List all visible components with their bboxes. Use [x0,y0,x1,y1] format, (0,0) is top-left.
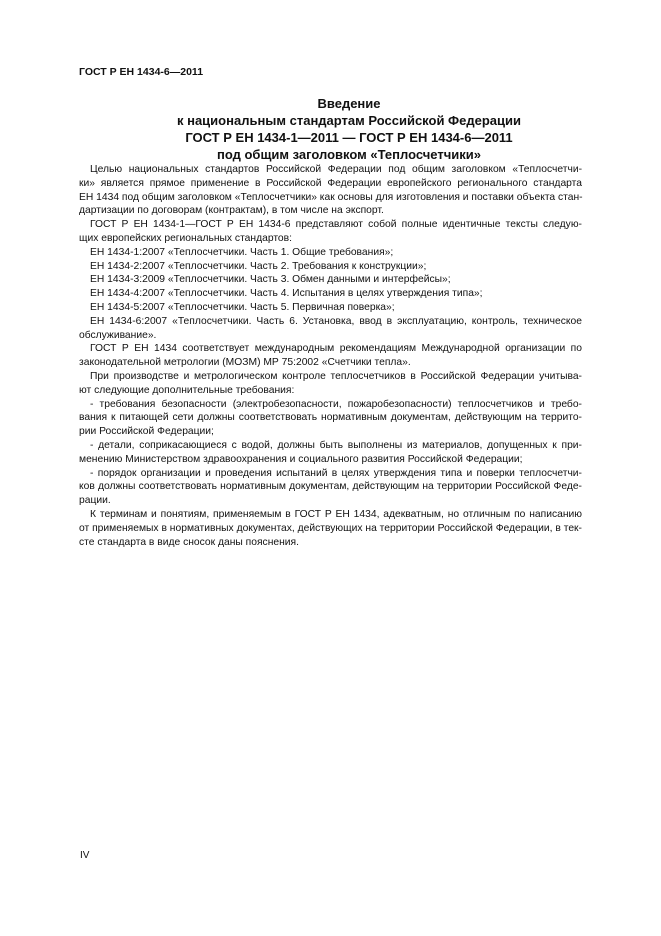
page-number: IV [80,850,90,861]
paragraph [79,508,582,549]
paragraph [79,398,582,439]
paragraph [79,370,582,398]
text-line: - требования безопасности (электробезопасности, пожаробезопасности) теплосчетчиков и требо- [90,398,582,410]
paragraph [79,273,582,287]
title-line: к национальным стандартам Российской Федерации [176,113,522,128]
text-line: ЕН 1434-3:2009 «Теплосчетчики. Часть 3. Обмен данными и интерфейсы»; [90,274,451,286]
paragraph [79,218,582,246]
paragraph [79,260,582,274]
text-line: Целью национальных стандартов Российской Федерации под общим заголовком «Теплосчетчи- [90,164,582,175]
text-line: ЕН 1434-6:2007 «Теплосчетчики. Часть 6. Установка, ввод в эксплуатацию, контроль, техническое [90,315,582,327]
text-line: ЕН 1434-1:2007 «Теплосчетчики. Часть 1. Общие требования»; [90,246,394,258]
title-line: под общим заголовком «Теплосчетчики» [217,147,481,162]
text-line: ЕН 1434-2:2007 «Теплосчетчики. Часть 2. Требования к конструкции»; [90,260,427,272]
body-text [79,163,582,549]
paragraph [79,287,582,301]
paragraph [79,301,582,315]
text-line: вания к питающей сети должны соответствовать нормативным документам, действующим на террито- [79,412,582,424]
paragraph [79,315,582,343]
text-line: ЕН 1434-5:2007 «Теплосчетчики. Часть 5. Первичная поверка»; [90,301,395,313]
paragraph [79,342,582,370]
text-line: ЕН 1434 под общим заголовком «Теплосчетчики» как основы для изготовления и поставки объекта стан- [79,191,583,203]
text-line: При производстве и метрологическом контроле теплосчетчиков в Российской Федерации учитыва- [90,370,582,382]
text-line: ков должны соответствовать нормативным документам, действующим на территории Российской Феде- [79,481,582,493]
text-line: законодательной метрологии (МОЗМ) МР 75:2002 «Счетчики тепла». [79,357,411,369]
text-line: обслуживание». [79,329,157,341]
text-line: - порядок организации и проведения испытаний в целях утверждения типа и поверки теплосчетчи- [90,467,582,479]
text-line: ЕН 1434-4:2007 «Теплосчетчики. Часть 4. Испытания в целях утверждения типа»; [90,288,483,300]
text-line: рии Российской Федерации; [79,426,214,438]
introduction-title [78,95,620,163]
title-line: ГОСТ Р ЕН 1434-1—2011 — ГОСТ Р ЕН 1434-6—2011 [185,130,513,145]
text-line: сте стандарта в виде сносок даны пояснения. [79,536,299,548]
text-line: щих европейских региональных стандартов: [79,232,292,244]
text-line: дартизации по договорам (контрактам), в том числе на экспорт. [79,205,384,217]
text-line: менению Министерством здравоохранения и социального развития Российской Федерации; [79,453,523,465]
paragraph [79,439,582,467]
text-line: от применяемых в нормативных документах, действующих на территории Российской Федерации, в тек- [79,522,582,534]
text-line: - детали, соприкасающиеся с водой, должны быть выполнены из материалов, допущенных к при- [90,439,582,451]
paragraph [79,467,582,508]
paragraph [79,246,582,260]
text-line: К терминам и понятиям, применяемым в ГОСТ Р ЕН 1434, адекватным, но отличным по написанию [90,508,582,520]
title-line: Введение [317,96,381,111]
paragraph [79,163,582,218]
text-line: ГОСТ Р ЕН 1434-1—ГОСТ Р ЕН 1434-6 представляют собой полные идентичные тексты следую- [90,219,582,231]
text-line: ки» является прямое применение в Российской Федерации европейского регионального стандарта [79,177,582,189]
text-line: ГОСТ Р ЕН 1434 соответствует международным рекомендациям Международной организации по [90,343,582,355]
text-line: ют следующие дополнительные требования: [79,384,295,396]
document-header: ГОСТ Р ЕН 1434-6—2011 [79,66,204,78]
text-line: рации. [79,495,111,507]
